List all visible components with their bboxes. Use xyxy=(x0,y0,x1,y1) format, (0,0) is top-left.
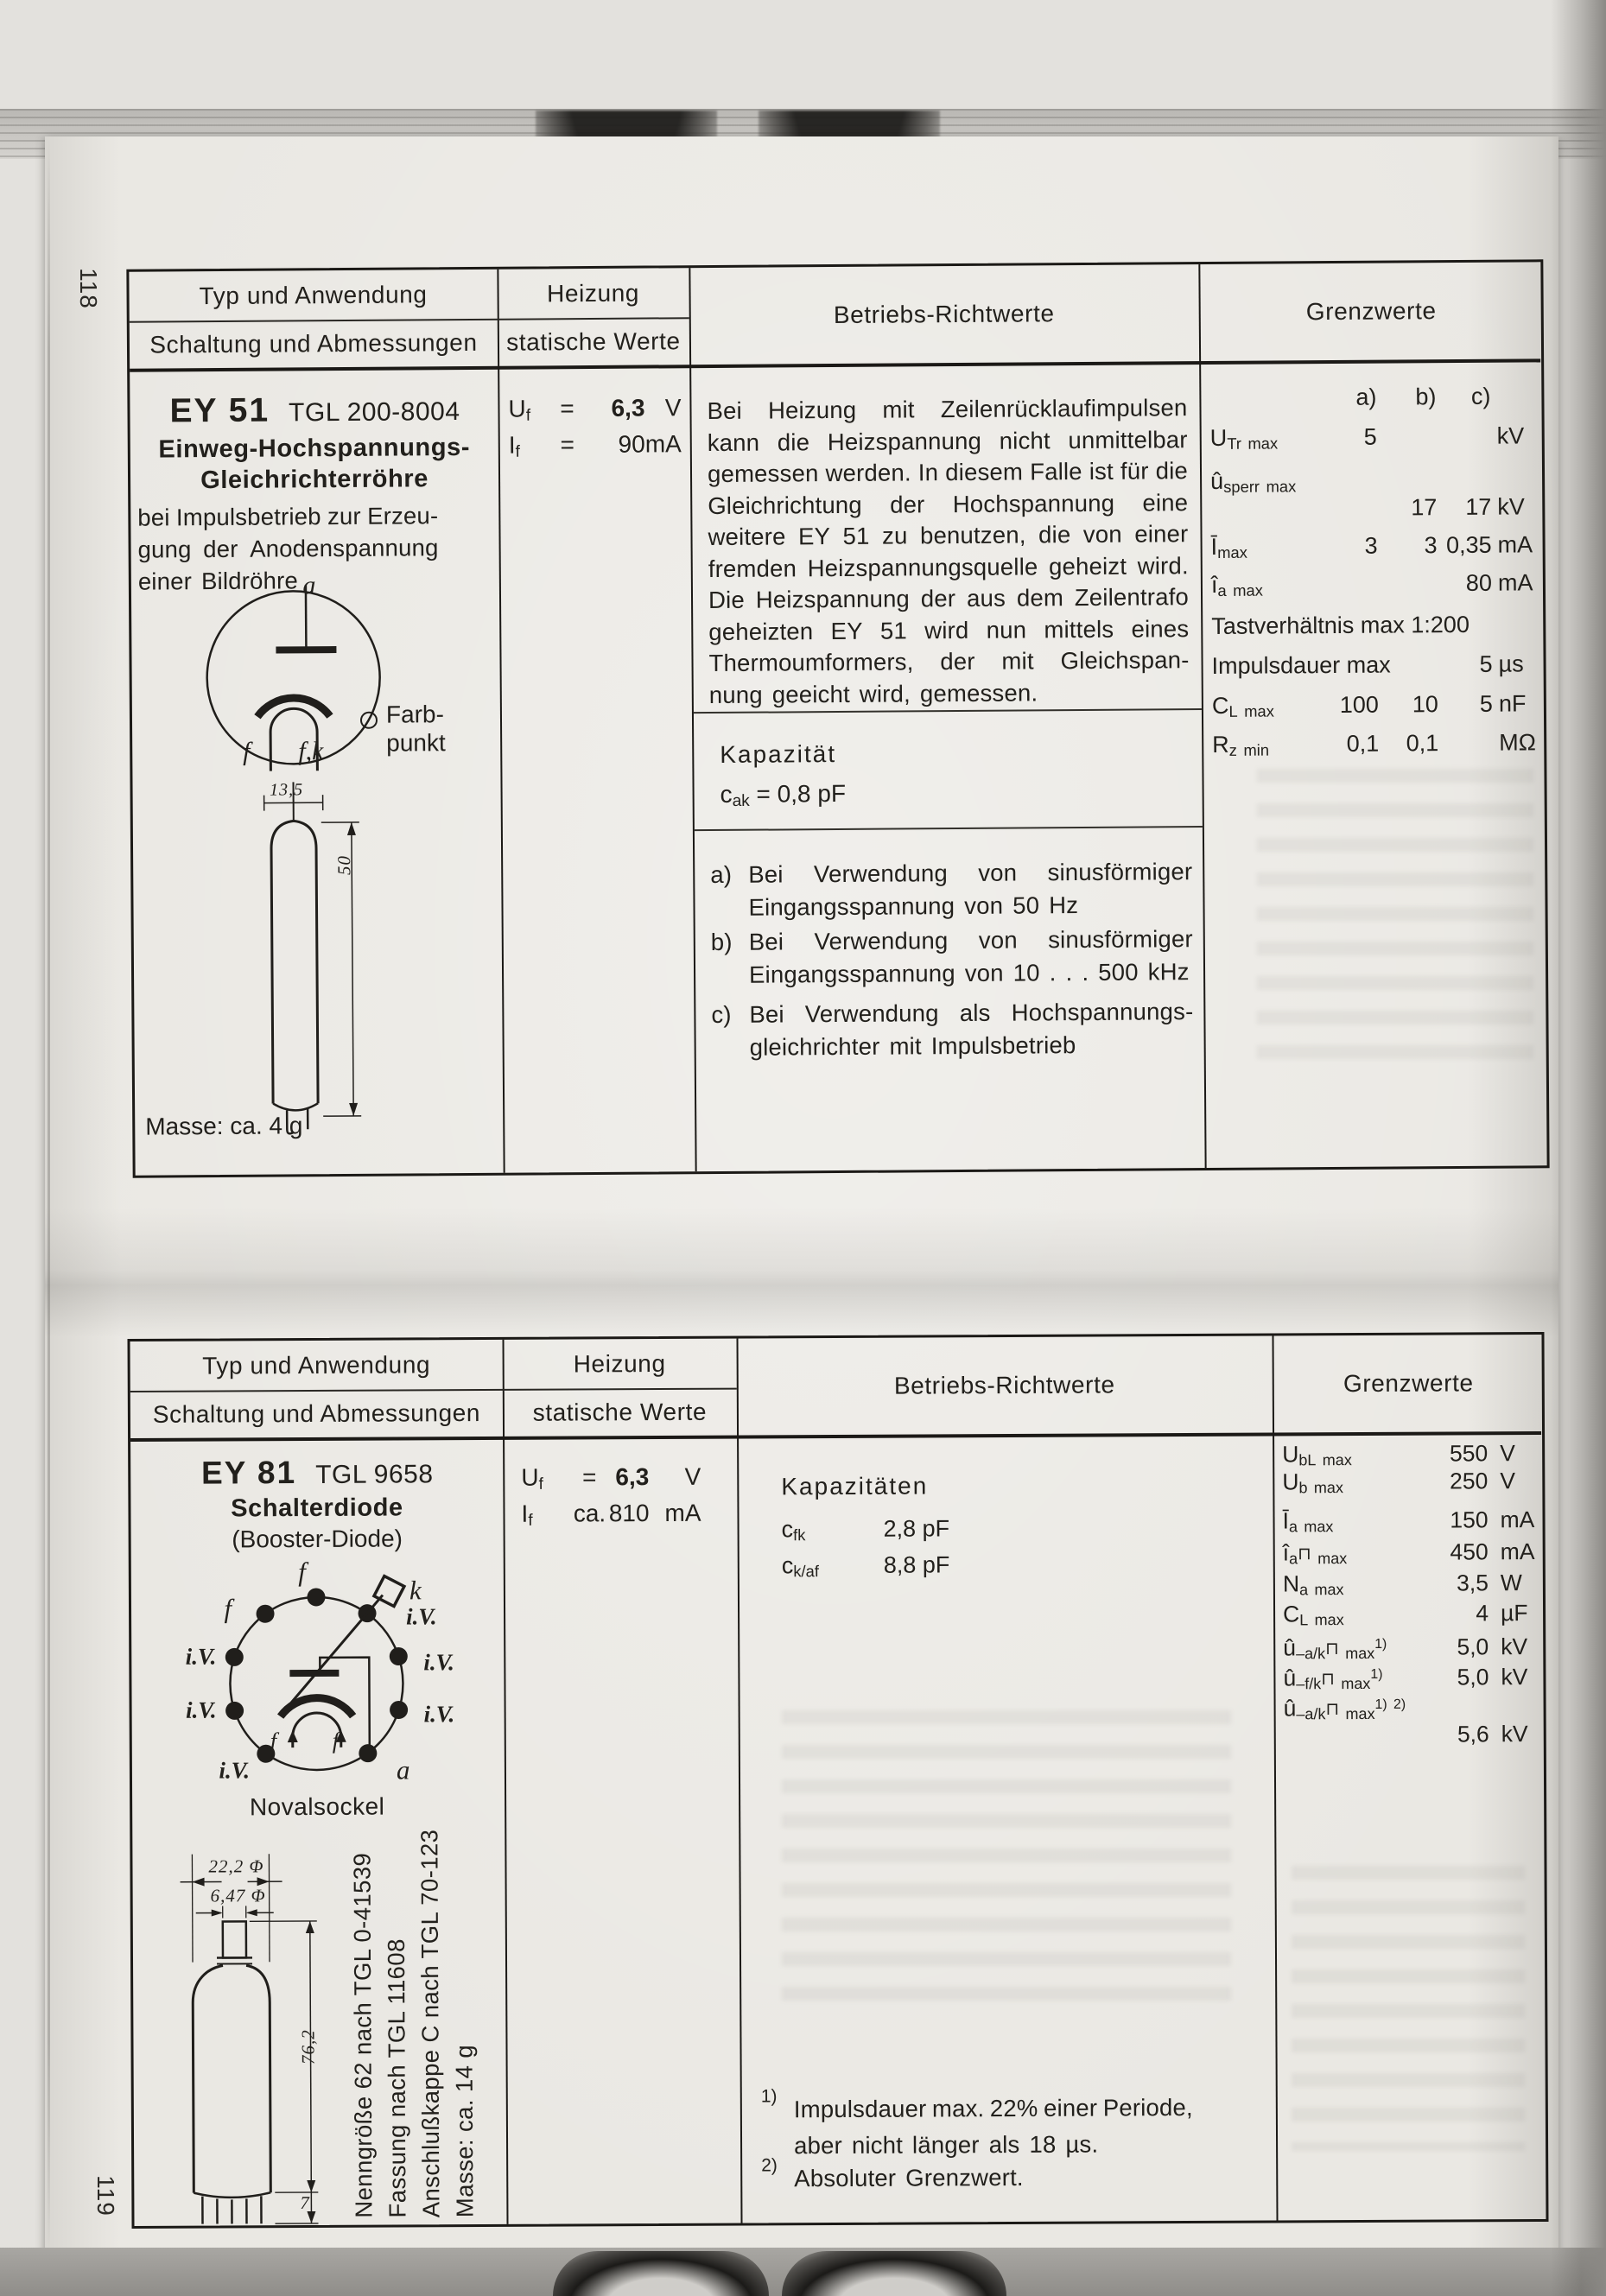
grenzwert-label: $î_a$ $_{max}$ xyxy=(1210,571,1263,599)
grenzwert-unit: mA xyxy=(1500,1538,1535,1565)
grenzwert-label: Impulsdauer max xyxy=(1211,651,1391,679)
grenzwert-unit: V xyxy=(1500,1440,1515,1467)
kapazitaet-symbol: $c_{k/af}$ xyxy=(781,1552,819,1581)
footnote-key: 2) xyxy=(761,2155,778,2176)
bulb-bottom xyxy=(194,2192,270,2198)
text-line: weitere EY 51 zu benutzen, die von einer xyxy=(708,520,1189,551)
section-divider xyxy=(695,826,1203,831)
grenzwert-value-c: 17 xyxy=(1465,493,1492,520)
grenzwert-row xyxy=(1283,1538,1542,1569)
next-page-curl xyxy=(782,2251,1006,2296)
cathode-arc xyxy=(257,698,330,717)
pin-dot xyxy=(256,1605,274,1623)
farbpunkt-label: Farb- punkt xyxy=(385,701,446,757)
kapazitaet-value: 8,8 pF xyxy=(883,1551,950,1578)
text-line: geheizten EY 51 wird nun mittels eines xyxy=(708,614,1190,645)
pin-dot xyxy=(390,1647,408,1665)
heizung-unit: V xyxy=(684,1462,701,1490)
pin-dot xyxy=(359,1744,377,1762)
kapazitaeten-heading: Kapazitäten xyxy=(781,1472,929,1500)
grenzwert-value: 550 xyxy=(1449,1440,1489,1467)
anode-pin-label: a xyxy=(302,571,316,600)
grenz-col-head: c) xyxy=(1470,383,1491,409)
outline-annotation: Masse: ca. 14 g xyxy=(450,2044,479,2218)
outline-annotation: Nenngröße 62 nach TGL 0-41539 xyxy=(348,1852,378,2218)
tube-standard: TGL 200-8004 xyxy=(288,397,460,428)
header-typ-und-anwendung: Typ und Anwendung xyxy=(199,280,428,309)
grenzwert-value-b: 0,1 xyxy=(1406,730,1439,757)
grenzwert-row xyxy=(1283,1570,1542,1600)
socket-pin-label-iV: i.V. xyxy=(423,1649,454,1676)
text-line: Absoluter Grenzwert. xyxy=(794,2163,1024,2192)
kapazitaet-row xyxy=(781,1514,1127,1544)
page-number-118: 118 xyxy=(74,268,102,309)
tube-standard: TGL 9658 xyxy=(315,1460,434,1489)
kapazitaet-value: $c_{ak} = 0,8$ pF xyxy=(720,779,847,811)
page-left-edge xyxy=(48,138,50,2253)
grenzwert-row xyxy=(1211,569,1543,601)
heizung-row xyxy=(521,1463,711,1499)
kapazitaeten-values xyxy=(781,1509,1127,1581)
text-line: Bei Verwendung von sinusförmiger xyxy=(748,858,1193,888)
grenzwert-label: $Ī_{max}$ xyxy=(1210,533,1247,561)
grenzwert-value: 450 xyxy=(1450,1538,1489,1565)
grenzwert-label: $û_{-a/k}⊓$ $_{max}^{1)}$ $^{2)}$ xyxy=(1283,1695,1406,1723)
note-key: c) xyxy=(711,1000,732,1029)
grenzwert-row xyxy=(1210,493,1542,525)
grenzwert-value-b: 10 xyxy=(1412,691,1439,718)
column-divider xyxy=(689,268,696,1171)
page-right-edge-shadow xyxy=(1551,0,1606,2296)
ey51-schematic-and-outline-drawing xyxy=(131,549,421,1170)
grenzwert-value: 5,0 xyxy=(1457,1664,1489,1690)
height-dim-line xyxy=(310,1921,312,2223)
grenzwert-value-b: 17 xyxy=(1411,494,1438,521)
socket-pin-label-iV: i.V. xyxy=(185,1643,217,1670)
socket-pin-label-f: f xyxy=(298,1557,306,1588)
text-line: Eingangsspannung von 50 Hz xyxy=(748,891,1079,921)
grenzwert-label: $î_a⊓$ $_{max}$ xyxy=(1282,1539,1348,1568)
grenzwert-row xyxy=(1212,729,1544,761)
grenzwert-label: $û_{-a/k}⊓$ $_{max}^{1)}$ xyxy=(1283,1634,1387,1663)
grenzwert-label: $U_{bL}$ $_{max}$ xyxy=(1282,1441,1352,1469)
tube-subtitle-line: Einweg-Hochspannungs- xyxy=(158,433,471,464)
heizung-values xyxy=(508,394,682,461)
text-line: gleichrichter mit Impulsbetrieb xyxy=(749,1031,1076,1061)
grenzwert-unit: kV xyxy=(1501,1633,1528,1660)
text-line: Gleichrichtung der Hochspannung eine xyxy=(708,488,1189,519)
header-typ-und-anwendung: Typ und Anwendung xyxy=(202,1350,431,1380)
text-line: nung geeicht wird, gemessen. xyxy=(708,678,1038,708)
lead-dimension-label: 7 xyxy=(300,2191,310,2214)
note-key: b) xyxy=(710,928,733,956)
socket-pin-label-iV: i.V. xyxy=(219,1757,251,1784)
socket-caption: Novalsockel xyxy=(249,1792,385,1821)
grenzwert-value: 5,0 xyxy=(1457,1633,1489,1660)
heizung-value: 6,3 xyxy=(611,394,645,422)
lettered-note xyxy=(710,855,1193,921)
grenzwert-label: $U_{Tr}$ $_{max}$ xyxy=(1209,424,1279,453)
text-line: Bei Verwendung von sinusförmiger xyxy=(748,925,1193,955)
grenzwert-row xyxy=(1211,650,1543,682)
diameter-dimension-label: 22,2 Φ xyxy=(208,1855,264,1877)
socket-inner-heater-label: f xyxy=(270,1728,277,1754)
grenzwert-label: $û_{-f/k}⊓$ $_{max}^{1)}$ xyxy=(1283,1665,1383,1693)
grenzwert-row xyxy=(1284,1721,1543,1751)
grenzwert-label: $C_L$ $_{max}$ xyxy=(1282,1601,1344,1629)
text-line: gemessen werden. In diesem Falle ist für die xyxy=(707,457,1189,488)
heizung-value: 6,3 xyxy=(615,1463,650,1491)
grenzwert-row xyxy=(1283,1664,1542,1694)
grenzwert-unit: kV xyxy=(1497,493,1525,520)
grenzwert-value-c: 5 xyxy=(1479,650,1493,677)
heizung-symbol: $I_f$ xyxy=(508,431,520,461)
grenzwert-unit: kV xyxy=(1501,1721,1528,1747)
note-text xyxy=(748,855,1193,924)
socket-pin-label-iV: i.V. xyxy=(185,1697,217,1723)
heizung-unit: V xyxy=(664,394,682,422)
grenzwert-row xyxy=(1282,1468,1541,1498)
heizung-values xyxy=(521,1462,711,1530)
header-schaltung-und-abmessungen: Schaltung und Abmessungen xyxy=(152,1399,481,1428)
grenzwert-unit: W xyxy=(1500,1570,1522,1596)
grenzwert-row xyxy=(1282,1440,1541,1470)
footnote-text xyxy=(794,2159,1193,2197)
page-overlap-shadow xyxy=(45,1208,1558,1337)
tube-subtitle: Schalterdiode xyxy=(231,1494,403,1523)
lettered-note xyxy=(711,995,1194,1061)
grenzwert-label: $û_{sperr}$ $_{max}$ xyxy=(1209,467,1297,496)
datasheet-table-ey51 xyxy=(126,259,1549,1177)
grenzwert-value: 150 xyxy=(1450,1506,1489,1533)
tube-name: EY 51 xyxy=(169,391,270,430)
datasheet-table-ey81 xyxy=(127,1332,1548,2229)
column-divider xyxy=(1272,1336,1278,2221)
grenzwert-value-a: 3 xyxy=(1364,532,1378,559)
grenzwert-row xyxy=(1210,466,1542,498)
grenzwert-unit: MΩ xyxy=(1499,729,1537,756)
heizung-value: 90 xyxy=(618,430,645,458)
text-line: Impulsdauer max. 22% einer Periode, xyxy=(793,2093,1193,2123)
top-cap xyxy=(223,1921,246,1957)
pin-dot xyxy=(307,1588,325,1606)
column-divider xyxy=(497,270,505,1173)
note-text xyxy=(749,923,1194,992)
heizung-unit: mA xyxy=(664,1499,701,1526)
header-betriebs-richtwerte: Betriebs-Richtwerte xyxy=(893,1371,1115,1399)
grenzwert-value-b: 3 xyxy=(1424,532,1438,559)
grenzwert-label: $Ī_a$ $_{max}$ xyxy=(1282,1507,1334,1536)
heizung-value: 810 xyxy=(608,1500,650,1527)
socket-pin-label-iV: i.V. xyxy=(423,1701,455,1728)
grenzwert-unit: mA xyxy=(1497,531,1533,558)
heizung-symbol: $U_f$ xyxy=(508,395,531,425)
grenzwert-row xyxy=(1282,1506,1541,1537)
socket-pin-label-iV: i.V. xyxy=(405,1603,437,1630)
pin-dot xyxy=(225,1702,244,1720)
heizung-row xyxy=(521,1500,711,1535)
text-line: fremden Heizspannungsquelle geheizt wird. xyxy=(708,551,1189,582)
text-line: einer Bildröhre xyxy=(137,567,298,595)
grenzwert-unit: kV xyxy=(1501,1664,1528,1690)
socket-inner-heater-label: f xyxy=(332,1727,340,1754)
heizung-symbol: $U_f$ xyxy=(521,1463,543,1494)
footnotes xyxy=(760,2086,1210,2192)
header-betriebs-richtwerte: Betriebs-Richtwerte xyxy=(833,300,1055,329)
grenzwert-value: 5,6 xyxy=(1457,1721,1489,1747)
grenzwert-value: 250 xyxy=(1450,1468,1489,1494)
grenzwert-row xyxy=(1284,1694,1543,1724)
bulb-body xyxy=(193,1965,270,2192)
grenzwert-label: $C_L$ $_{max}$ xyxy=(1211,692,1274,720)
heizung-eq: = xyxy=(560,431,575,459)
cap-diameter-dimension-label: 6,47 Φ xyxy=(210,1885,266,1906)
footnote-key: 1) xyxy=(760,2086,778,2107)
heizung-row xyxy=(508,394,681,429)
header-heizung: Heizung xyxy=(546,279,640,307)
grenzwert-unit: V xyxy=(1500,1468,1516,1494)
header-schaltung-und-abmessungen: Schaltung und Abmessungen xyxy=(149,328,478,358)
kapazitaet-value: 2,8 pF xyxy=(883,1515,950,1542)
grenzwert-value: 4 xyxy=(1476,1600,1489,1627)
heater-arrow xyxy=(288,1730,298,1742)
text-line: bei Impulsbetrieb zur Erzeu- xyxy=(137,502,439,531)
heizung-unit: mA xyxy=(644,430,682,458)
grenzwert-label: Tastverhältnis max 1:200 xyxy=(1211,611,1470,639)
text-line: aber nicht länger als 18 µs. xyxy=(793,2130,1099,2160)
grenzwert-value-a: 0,1 xyxy=(1346,730,1380,757)
column-divider xyxy=(736,1339,742,2223)
grenzwert-value-c: 5 xyxy=(1479,690,1494,717)
outline-body xyxy=(271,821,318,1103)
grenzwert-unit: mA xyxy=(1497,569,1533,596)
heizung-symbol: $I_f$ xyxy=(521,1500,533,1530)
grenzwert-value-a: 5 xyxy=(1363,423,1377,450)
grenzwert-label: $N_a$ $_{max}$ xyxy=(1282,1570,1344,1599)
tube-title xyxy=(139,1454,495,1492)
masse-label: Masse: ca. 4 g xyxy=(145,1112,303,1140)
grenz-col-head: b) xyxy=(1415,384,1437,410)
height-dimension-label: 76,2 xyxy=(297,2029,319,2065)
tube-subtitle-line: Gleichrichterröhre xyxy=(200,465,429,495)
grenzwert-unit: nF xyxy=(1498,690,1527,717)
filament-cathode-pin-label: f,k xyxy=(298,737,324,766)
grenzwert-unit: µs xyxy=(1498,650,1524,677)
text-line: kann die Heizspannung nicht unmittelbar xyxy=(707,425,1188,456)
outline-annotation: Anschlußkappe C nach TGL 70-123 xyxy=(416,1829,445,2218)
tube-name: EY 81 xyxy=(200,1455,297,1491)
kapazitaet-heading: Kapazität xyxy=(720,740,837,768)
text-line: gung der Anodenspannung xyxy=(137,534,439,563)
heizung-eq: = xyxy=(560,395,574,422)
top-cap-lead xyxy=(283,1595,384,1712)
betriebs-paragraph xyxy=(707,392,1190,711)
socket-pin-label-a: a xyxy=(396,1754,410,1785)
text-line: Thermoumformers, der mit Gleichspan- xyxy=(708,646,1190,677)
next-page-curl xyxy=(553,2251,769,2296)
filament-pin-label: f xyxy=(242,737,251,766)
grenzwert-label: $U_b$ $_{max}$ xyxy=(1282,1468,1343,1497)
grenzwert-value: 3,5 xyxy=(1456,1570,1489,1596)
note-key: a) xyxy=(710,860,733,889)
heizung-row xyxy=(509,430,682,466)
grenzwert-row xyxy=(1211,531,1543,563)
grenzwert-value-c: 80 xyxy=(1465,569,1493,596)
tube-subtitle2: (Booster-Diode) xyxy=(232,1525,403,1553)
header-heizung: Heizung xyxy=(573,1349,666,1377)
text-line: Bei Verwendung als Hochspannungs- xyxy=(749,998,1194,1028)
socket-pin-label-f: f xyxy=(224,1593,232,1624)
kapazitaet-row xyxy=(781,1551,1127,1581)
column-divider xyxy=(503,1340,509,2224)
text-line: Eingangsspannung von 10 . . . 500 kHz xyxy=(748,958,1190,988)
pin-dot xyxy=(225,1648,244,1666)
header-grenzwerte: Grenzwerte xyxy=(1305,297,1437,326)
grenzwert-row xyxy=(1212,690,1544,722)
header-grenzwerte: Grenzwerte xyxy=(1343,1369,1474,1398)
text-line: Bei Heizung mit Zeilenrücklaufimpulsen xyxy=(707,394,1188,425)
header-statische-werte: statische Werte xyxy=(506,327,681,356)
socket-circle xyxy=(230,1596,403,1770)
grenzwert-label: $R_z$ $_{min}$ xyxy=(1212,731,1270,759)
pin-dot xyxy=(390,1701,408,1719)
grenzwert-row xyxy=(1211,611,1543,643)
outline-annotation: Fassung nach TGL 11608 xyxy=(382,1938,411,2218)
grenzwerte-column-heads xyxy=(1209,383,1541,415)
grenzwert-row xyxy=(1283,1600,1542,1630)
grenzwert-row xyxy=(1283,1633,1542,1664)
grenzwert-value-a: 100 xyxy=(1339,691,1380,718)
column-divider xyxy=(1198,264,1206,1168)
text-line: Die Heizspannung der aus dem Zeilentrafo xyxy=(708,583,1190,614)
outline-bottom xyxy=(273,1103,318,1110)
grenz-col-head: a) xyxy=(1355,384,1377,410)
kapazitaet-symbol: $c_{fk}$ xyxy=(781,1516,806,1544)
tube-title xyxy=(138,390,491,431)
header-statische-werte: statische Werte xyxy=(532,1398,708,1426)
heizung-eq: = xyxy=(582,1463,597,1491)
grenzwert-value-c: 0,35 xyxy=(1445,531,1492,559)
height-dimension-label: 50 xyxy=(333,854,355,876)
note-text xyxy=(749,995,1194,1064)
grenzwert-row xyxy=(1210,422,1542,454)
page-number-119: 119 xyxy=(92,2175,119,2217)
heizung-eq: ca. xyxy=(573,1500,606,1527)
footnote-text xyxy=(794,2090,1193,2164)
grenzwert-unit: kV xyxy=(1496,422,1525,449)
diameter-dimension-label: 13,5 xyxy=(269,780,304,800)
socket-pin-label-k: k xyxy=(409,1575,422,1606)
grenzwert-unit: µF xyxy=(1500,1600,1528,1627)
grenzwert-unit: mA xyxy=(1500,1506,1535,1533)
